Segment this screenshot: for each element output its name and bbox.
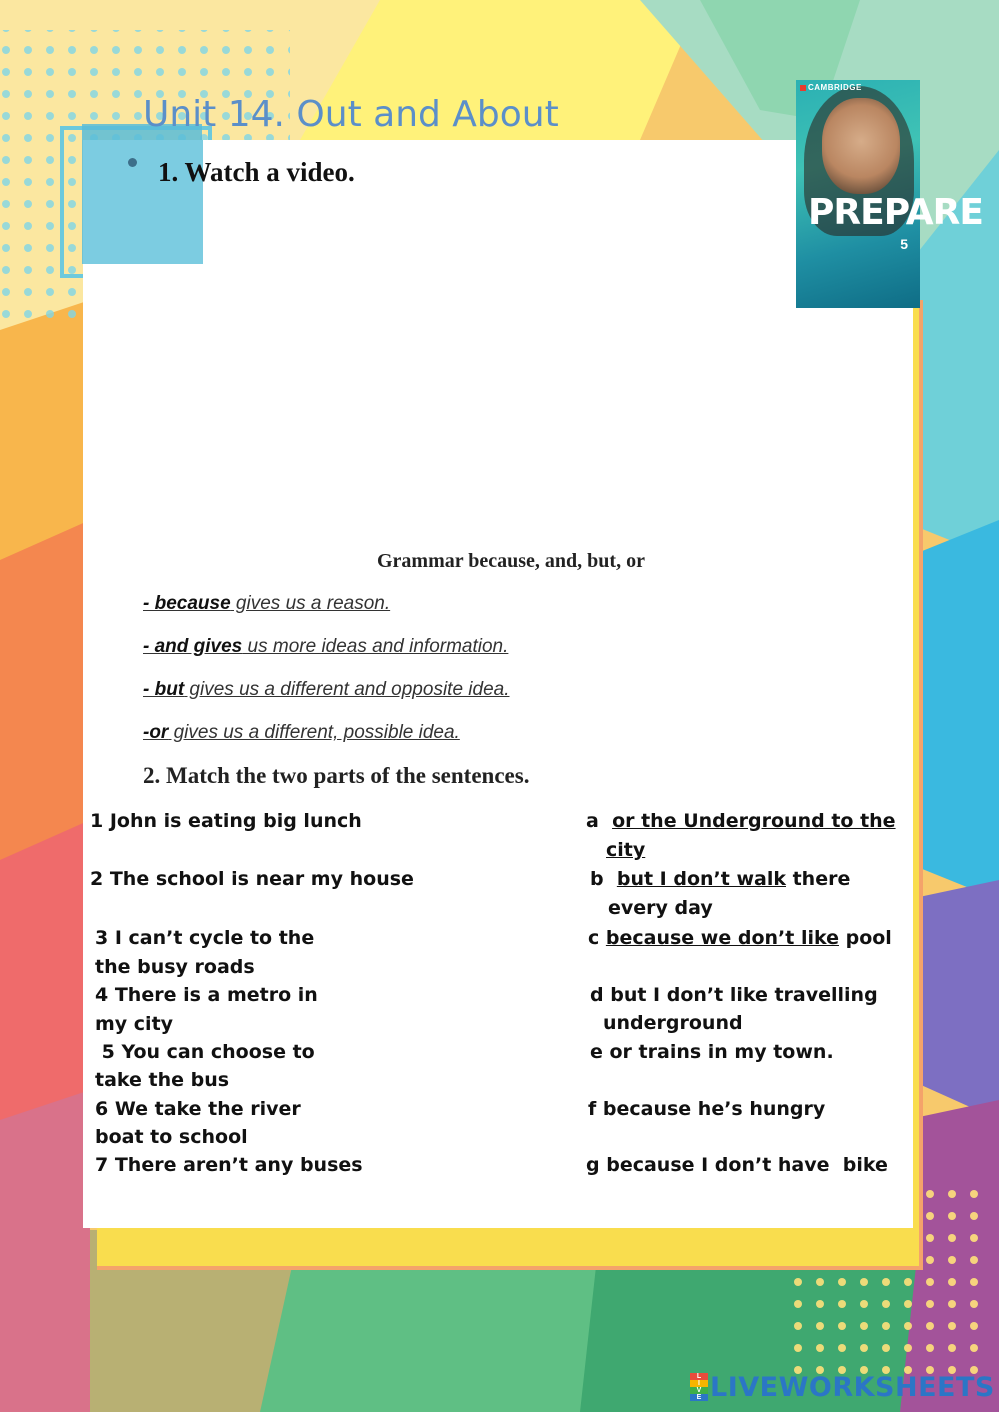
match-left-item[interactable]: 3 I can’t cycle to the bbox=[95, 927, 315, 949]
logo-mark-icon: L I V E bbox=[690, 1373, 708, 1401]
match-left-item-cont: my city bbox=[95, 1013, 174, 1035]
match-left-item[interactable]: 6 We take the river bbox=[95, 1098, 301, 1120]
match-left-item[interactable]: 7 There aren’t any buses bbox=[95, 1154, 363, 1176]
match-right-item-d[interactable]: d but I don’t like travelling bbox=[590, 984, 878, 1006]
match-right-item-e[interactable]: e or trains in my town. bbox=[590, 1041, 834, 1063]
match-left-item[interactable]: 1 John is eating big lunch bbox=[90, 810, 362, 832]
match-left-item[interactable]: 2 The school is near my house bbox=[90, 868, 414, 890]
cover-photo-face bbox=[822, 98, 900, 194]
task-1-heading: 1. Watch a video. bbox=[158, 157, 355, 187]
bullet-dot bbox=[128, 158, 137, 167]
logo-text: LIVEWORKSHEETS bbox=[710, 1371, 995, 1403]
match-right-item-b[interactable]: b but I don’t walk there bbox=[590, 868, 851, 890]
match-left-item-cont: the busy roads bbox=[95, 956, 255, 978]
book-level: 5 bbox=[900, 236, 908, 252]
match-right-item-b-cont: every day bbox=[608, 897, 713, 919]
book-cover-image bbox=[796, 80, 983, 308]
grammar-rule: -or gives us a different, possible idea. bbox=[143, 722, 460, 743]
blue-square-overlay bbox=[83, 124, 203, 264]
grammar-title: Grammar because, and, but, or bbox=[377, 550, 645, 572]
match-left-item[interactable]: 5 You can choose to bbox=[95, 1041, 315, 1063]
grammar-rule: - because gives us a reason. bbox=[143, 593, 391, 614]
match-right-item-a[interactable]: a or the Underground to the bbox=[586, 810, 896, 832]
book-brand: PREPARE bbox=[808, 192, 983, 233]
grammar-rule: - and gives us more ideas and information. bbox=[143, 636, 509, 657]
match-right-item-a-cont: city bbox=[606, 839, 646, 861]
match-right-item-d-cont: underground bbox=[603, 1012, 743, 1034]
publisher-label: CAMBRIDGE bbox=[800, 83, 862, 92]
match-right-item-g[interactable]: g because I don’t have bike bbox=[586, 1154, 888, 1176]
page-title: Unit 14. Out and About bbox=[143, 94, 559, 135]
match-left-item-cont: take the bus bbox=[95, 1069, 230, 1091]
grammar-rule: - but gives us a different and opposite idea. bbox=[143, 679, 510, 700]
liveworksheets-logo[interactable] bbox=[690, 1372, 995, 1402]
match-right-item-c[interactable]: c because we don’t like pool bbox=[588, 927, 892, 949]
match-left-item-cont: boat to school bbox=[95, 1126, 248, 1148]
match-left-item[interactable]: 4 There is a metro in bbox=[95, 984, 318, 1006]
task-2-heading: 2. Match the two parts of the sentences. bbox=[143, 763, 530, 788]
match-right-item-f[interactable]: f because he’s hungry bbox=[588, 1098, 826, 1120]
